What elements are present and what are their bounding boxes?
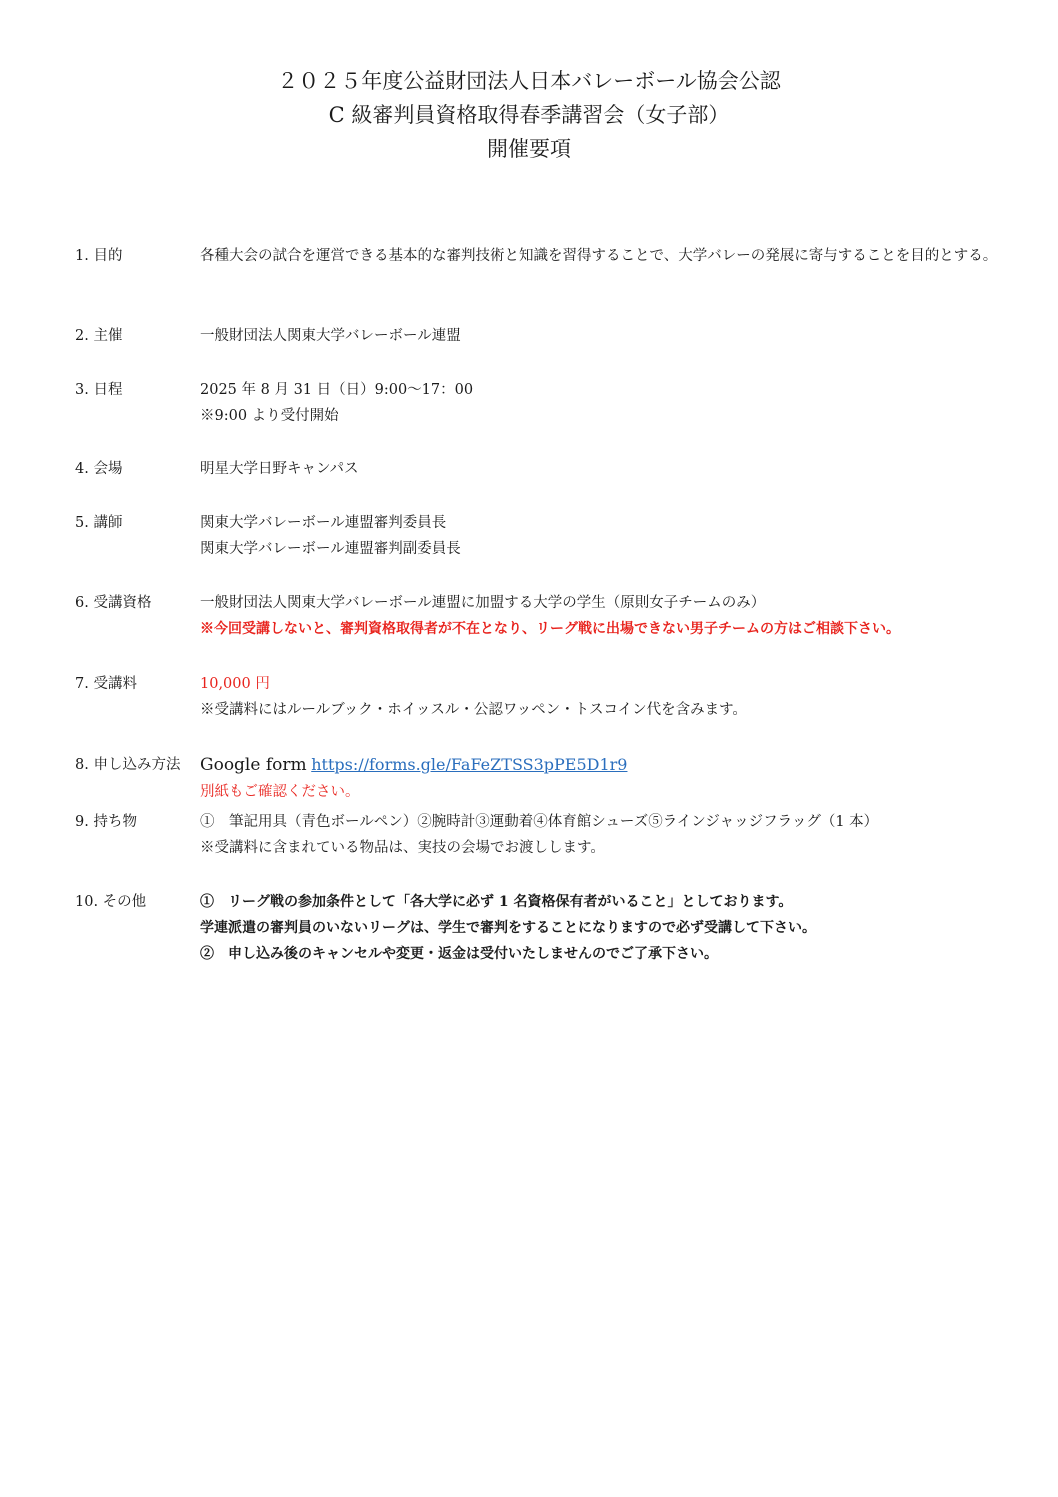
- document-title: [0, 64, 1058, 166]
- eligibility-text: 一般財団法人関東大学バレーボール連盟に加盟する大学の学生（原則女子チームのみ）: [200, 595, 766, 611]
- application-form-link[interactable]: https://forms.gle/FaFeZTSS3pPE5D1r9: [311, 755, 628, 774]
- section-label: 3. 日程: [75, 382, 123, 398]
- section-content: [200, 671, 1020, 723]
- section-content: [200, 456, 1020, 482]
- section-label: 8. 申し込み方法: [75, 757, 181, 773]
- section-label: 10. その他: [75, 894, 147, 910]
- other-line-2: 学連派遣の審判員のいないリーグは、学生で審判をすることになりますので必ず受講して下さい。: [200, 920, 816, 936]
- title-line-1: ２０２５年度公益財団法人日本バレーボール協会公認: [277, 69, 781, 93]
- section-label: 2. 主催: [75, 328, 123, 344]
- application-note: 別紙もご確認ください。: [200, 784, 360, 800]
- section-label: 1. 目的: [75, 248, 123, 264]
- eligibility-warning: ※今回受講しないと、審判資格取得者が不在となり、リーグ戦に出場できない男子チームの方はご相談下さい。: [200, 621, 900, 637]
- section-content: [200, 323, 1020, 349]
- section-content: [200, 377, 1020, 429]
- purpose-text: 各種大会の試合を運営できる基本的な審判技術と知識を習得することで、大学バレーの発展に寄与することを目的とする。: [200, 248, 998, 264]
- section-label: 5. 講師: [75, 515, 123, 531]
- organizer-text: 一般財団法人関東大学バレーボール連盟: [200, 328, 461, 344]
- title-line-2: C 級審判員資格取得春季講習会（女子部）: [328, 103, 730, 127]
- application-method: Google form: [200, 755, 307, 775]
- section-content: [200, 510, 1020, 562]
- section-label: 6. 受講資格: [75, 595, 152, 611]
- belongings-text: ① 筆記用具（青色ボールペン）②腕時計③運動着④体育館シューズ⑤ラインジャッジフラッグ（1 本）: [200, 814, 879, 830]
- section-label: 9. 持ち物: [75, 814, 137, 830]
- lecturer-line-2: 関東大学バレーボール連盟審判副委員長: [200, 541, 461, 557]
- section-label: 4. 会場: [75, 461, 123, 477]
- title-line-3: 開催要項: [487, 137, 571, 161]
- section-content: [200, 243, 1020, 269]
- other-line-3: ② 申し込み後のキャンセルや変更・返金は受付いたしませんのでご了承下さい。: [200, 946, 718, 962]
- section-content: [200, 889, 1020, 967]
- section-content: [200, 809, 1020, 861]
- other-line-1: ① リーグ戦の参加条件として「各大学に必ず 1 名資格保有者がいること」としております。: [200, 894, 793, 910]
- venue-text: 明星大学日野キャンパス: [200, 461, 359, 477]
- fee-amount: 10,000 円: [200, 676, 270, 692]
- schedule-date: 2025 年 8 月 31 日（日）9:00〜17：00: [200, 382, 474, 398]
- belongings-note: ※受講料に含まれている物品は、実技の会場でお渡しします。: [200, 840, 605, 856]
- fee-note: ※受講料にはルールブック・ホイッスル・公認ワッペン・トスコイン代を含みます。: [200, 702, 747, 718]
- schedule-note: ※9:00 より受付開始: [200, 408, 339, 424]
- section-content: [200, 590, 1020, 642]
- lecturer-line-1: 関東大学バレーボール連盟審判委員長: [200, 515, 447, 531]
- section-label: 7. 受講料: [75, 676, 137, 692]
- section-content: [200, 752, 1020, 805]
